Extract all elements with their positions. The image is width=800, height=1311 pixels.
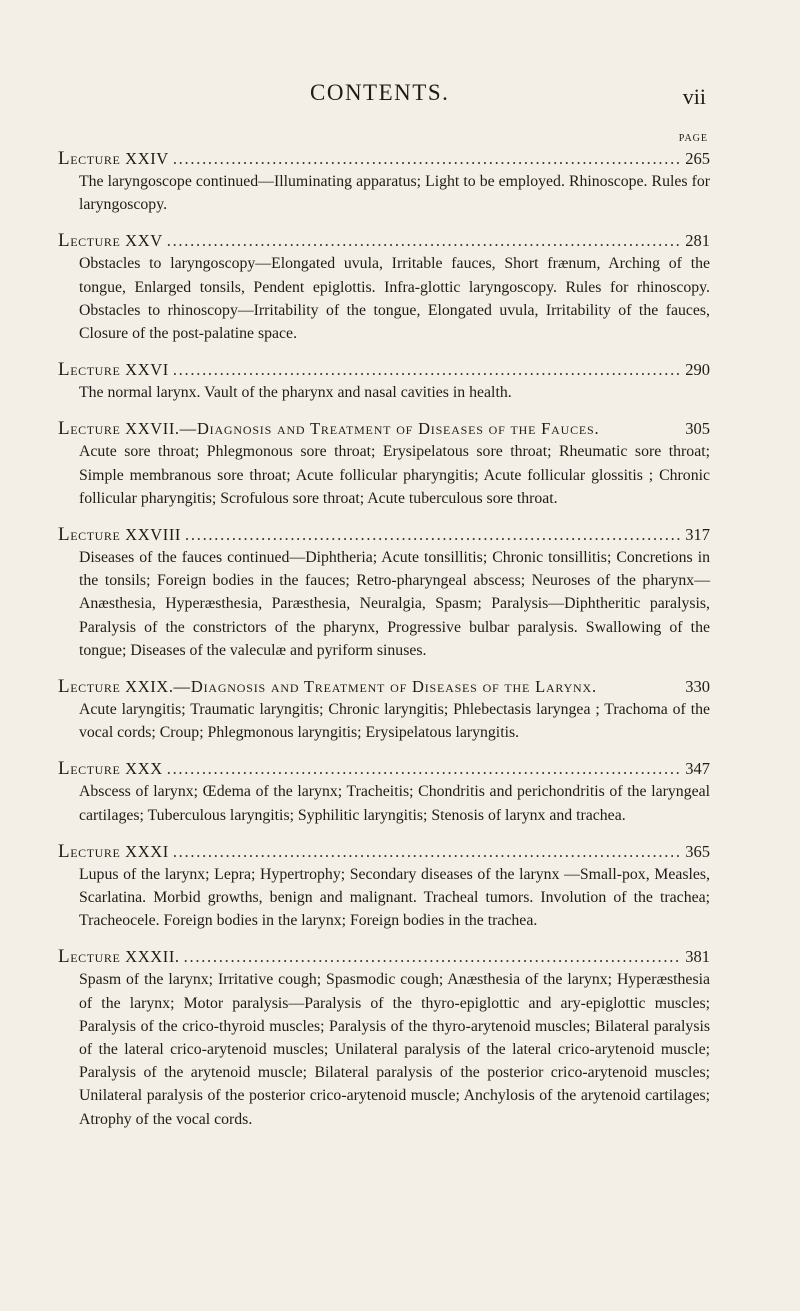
lecture-label: Lecture XXIV <box>58 148 169 169</box>
entry-description: Obstacles to laryngoscopy—Elongated uvula, Irritable fauces, Short frænum, Arching of the tongue, Enlarged tonsils, Pendent epiglottis. Infra-glottic laryngoscopy. Rules for rhinoscopy. Obstacles to rhinoscopy—Irritability of the tongue, Elongated uvula, Irritability of the fauces, Closure of the post-palatine space. <box>79 255 710 343</box>
contents-entry <box>58 418 710 510</box>
entry-description: Abscess of larynx; Œdema of the larynx; Tracheitis; Chondritis and perichondritis of the laryngeal cartilages; Tuberculous laryngitis; Syphilitic laryngitis; Stenosis of larynx and trachea. <box>79 783 710 824</box>
contents-list <box>58 148 710 1145</box>
header-title: CONTENTS. <box>310 80 450 105</box>
lecture-label: Lecture XXVI <box>58 359 169 381</box>
entry-page-number: 365 <box>685 841 710 861</box>
lecture-label: Lecture XXX <box>58 758 163 780</box>
contents-entry <box>58 230 710 345</box>
lecture-subtitle: —Diagnosis and Treatment of Diseases of the Larynx. <box>173 677 597 697</box>
header-page-number: vii <box>682 84 706 109</box>
dot-leader <box>167 230 682 252</box>
entry-heading <box>58 676 710 698</box>
contents-entry <box>58 946 710 1130</box>
entry-heading <box>58 148 710 170</box>
entry-description: Acute laryngitis; Traumatic laryngitis; Chronic laryngitis; Phlebectasis laryngea ; Trachoma of the vocal cords; Croup; Phlegmonous laryngitis; Erysipelatous laryngitis. <box>79 701 710 742</box>
dot-leader <box>185 524 681 546</box>
contents-entry <box>58 148 710 216</box>
entry-heading <box>58 841 710 863</box>
entry-description: The normal larynx. Vault of the pharynx and nasal cavities in health. <box>79 384 512 402</box>
entry-heading <box>58 758 710 780</box>
entry-heading <box>58 418 710 440</box>
entry-page-number: 281 <box>685 231 710 251</box>
entry-description: Spasm of the larynx; Irritative cough; Spasmodic cough; Anæsthesia of the larynx; Hyperæsthesia of the larynx; Motor paralysis—Paralysis of the thyro-epiglottic and ary-epiglottic muscles; Paralysis of the crico-thyroid muscles; Paralysis of the thyro-arytenoid muscles; Bilateral paralysis of the lateral crico-arytenoid muscles; Unilateral paralysis of the lateral crico-arytenoid muscle; Paralysis of the arytenoid muscle; Bilateral paralysis of the posterior crico-arytenoid muscles; Unilateral paralysis of the posterior crico-arytenoid muscle; Anchylosis of the arytenoid cartilages; Atrophy of the vocal cords. <box>79 971 710 1128</box>
entry-page-number: 265 <box>685 149 710 168</box>
entry-description: Acute sore throat; Phlegmonous sore throat; Erysipelatous sore throat; Rheumatic sore throat; Simple membranous sore throat; Acute follicular pharyngitis; Acute follicular glossitis ; Chronic follicular pharyngitis; Scrofulous sore throat; Acute tuberculous sore throat. <box>79 443 710 507</box>
dot-leader <box>173 359 681 381</box>
entry-heading <box>58 524 710 546</box>
lecture-label: Lecture XXVII. <box>58 418 180 440</box>
lecture-label: Lecture XXXII. <box>58 946 180 968</box>
entry-heading <box>58 946 710 968</box>
dot-leader <box>173 148 681 170</box>
entry-heading <box>58 230 710 252</box>
dot-leader <box>173 841 681 863</box>
contents-entry <box>58 676 710 744</box>
entry-description: The laryngoscope continued—Illuminating apparatus; Light to be employed. Rhinoscope. Rules for laryngoscopy. <box>79 173 710 214</box>
entry-page-number: 290 <box>685 360 710 380</box>
entry-page-number: 381 <box>685 947 710 967</box>
lecture-label: Lecture XXVIII <box>58 524 182 546</box>
contents-entry <box>58 359 710 404</box>
dot-leader <box>167 758 682 780</box>
entry-page-number: 347 <box>685 759 710 779</box>
contents-entry <box>58 758 710 826</box>
entry-description: Lupus of the larynx; Lepra; Hypertrophy; Secondary diseases of the larynx —Small-pox, Measles, Scarlatina. Morbid growths, benign and malignant. Tracheal tumors. Involution of the trachea; Tracheocele. Foreign bodies in the larynx; Foreign bodies in the trachea. <box>79 865 710 930</box>
entry-page-number: 330 <box>685 677 710 697</box>
lecture-label: Lecture XXIX. <box>58 676 174 698</box>
lecture-label: Lecture XXXI <box>58 840 169 862</box>
lecture-subtitle: —Diagnosis and Treatment of Diseases of the Fauces. <box>179 419 600 439</box>
running-header <box>0 80 800 120</box>
contents-entry <box>58 524 710 662</box>
entry-page-number: 317 <box>685 525 710 545</box>
entry-description: Diseases of the fauces continued—Diphtheria; Acute tonsillitis; Chronic tonsillitis; Concretions in the tonsils; Foreign bodies in the fauces; Retro-pharyngeal abscess; Neuroses of the pharynx—Anæsthesia, Hyperæsthesia, Paræsthesia, Neuralgia, Spasm; Paralysis—Diphtheritic paralysis, Paralysis of the constrictors of the pharynx, Progressive bulbar paralysis. Swallowing of the tongue; Diseases of the valeculæ and pyriform sinuses. <box>79 549 710 659</box>
page-column-label: PAGE <box>678 133 708 144</box>
entry-heading <box>58 359 710 381</box>
contents-entry <box>58 841 710 933</box>
entry-page-number: 305 <box>685 419 710 439</box>
dot-leader <box>184 946 682 968</box>
lecture-label: Lecture XXV <box>58 230 163 252</box>
